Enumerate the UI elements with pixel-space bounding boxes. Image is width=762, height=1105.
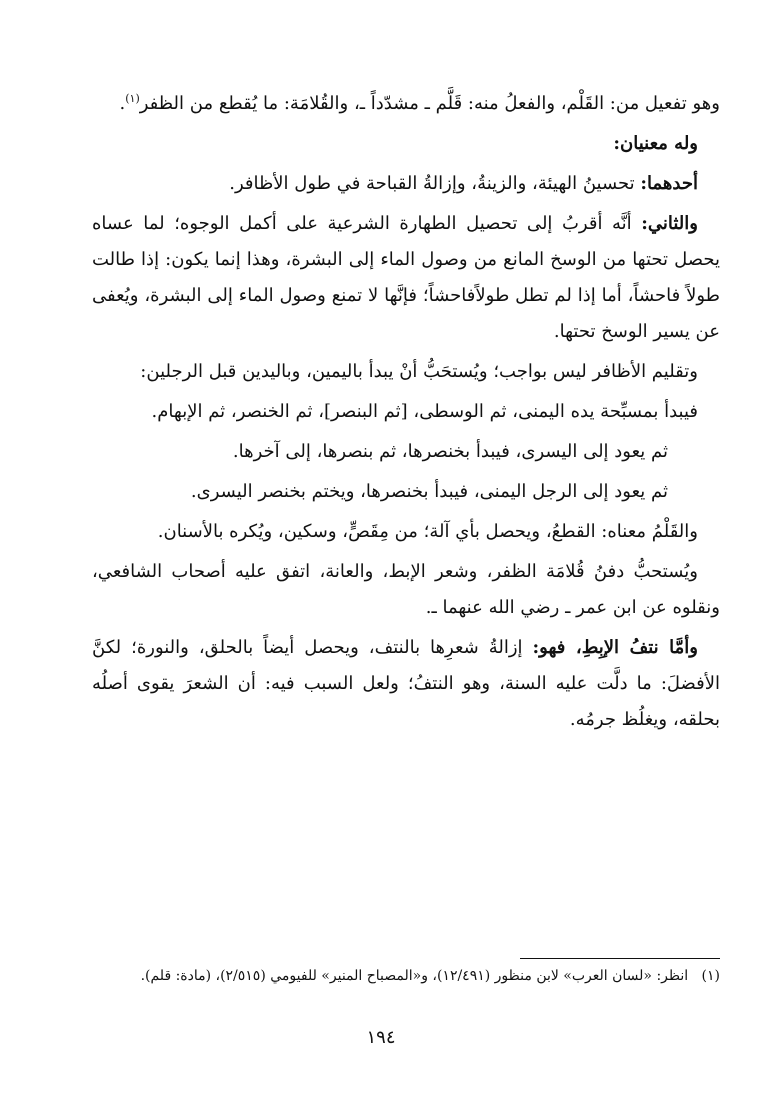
paragraph-text: تحسينُ الهيئة، والزينةُ، وإزالةُ القباحة في طول الأظافر. xyxy=(229,173,641,194)
footnote-line xyxy=(80,962,720,990)
footnote-number: (١) xyxy=(701,968,720,984)
footnote-reference: (١) xyxy=(125,92,140,105)
footnote xyxy=(80,962,720,990)
paragraph-right-hand-order: فيبدأ بمسبِّحة يده اليمنى، ثم الوسطى، [ثم البنصر]، ثم الخنصر، ثم الإبهام. xyxy=(151,401,698,422)
main-text xyxy=(92,86,720,742)
lead-term: أحدهما: xyxy=(640,173,698,194)
lead-term: والثاني: xyxy=(641,213,698,234)
paragraph-armpit xyxy=(92,630,720,738)
paragraph-definition xyxy=(92,86,720,122)
paragraph-left-hand-order: ثم يعود إلى اليسرى، فيبدأ بخنصرها، ثم بنصرها، إلى آخرها. xyxy=(232,441,668,462)
footnote-text: انظر: «لسان العرب» لابن منظور (١٢/٤٩١)، و«المصباح المنير» للفيومي (٢/٥١٥)، (مادة: قلم). xyxy=(140,968,689,984)
paragraph-end: . xyxy=(119,93,126,114)
footnote-separator xyxy=(520,958,720,959)
paragraph-meaning-of-qalm: والقَلْمُ معناه: القطعُ، ويحصل بأي آلة؛ من مِقَصٍّ، وسكين، ويُكره بالأسنان. xyxy=(157,521,698,542)
page-number: ١٩٤ xyxy=(366,1027,396,1048)
paragraph-text: وهو تفعيل من: القَلْم، والفعلُ منه: قَلَّم ـ مشدّداً ـ، والقُلامَة: ما يُقطع من الظفر xyxy=(139,93,720,114)
paragraph-text: أنَّه أقربُ إلى تحصيل الطهارة الشرعية على أكمل الوجوه؛ لما عساه يحصل تحتها من الوسخ المانع من وصول الماء إلى البشرة، وهذا إنما يكون: إذا طالت طولاً فاحشاً، أما إذا لم تطل طولاًفاحشاً؛ فإنَّها لا تمنع وصول الماء إلى البشرة، ويُعفى عن يسير الوسخ تحتها. xyxy=(92,213,720,342)
paragraph-first-meaning xyxy=(92,166,720,202)
lead-term: وأمَّا نتفُ الإبِطِ، فهو: xyxy=(532,637,698,658)
heading-meanings: وله معنيان: xyxy=(613,133,698,154)
paragraph-trimming-rule: وتقليم الأظافر ليس بواجب؛ ويُستحَبُّ أنْ يبدأ باليمين، وباليدين قبل الرجلين: xyxy=(140,361,698,382)
paragraph-feet-order: ثم يعود إلى الرجل اليمنى، فيبدأ بخنصرها، ويختم بخنصر اليسرى. xyxy=(190,481,668,502)
paragraph-burial: ويُستحبُّ دفنُ قُلامَة الظفر، وشعر الإبط، والعانة، اتفق عليه أصحاب الشافعي، ونقلوه عن ابن عمر ـ رضي الله عنهما ـ. xyxy=(92,561,720,618)
paragraph-second-meaning xyxy=(92,206,720,350)
paragraph-text: إزالةُ شعرِها بالنتف، ويحصل أيضاً بالحلق، والنورة؛ لكنَّ الأفضلَ: ما دلَّت عليه السنة، وهو النتفُ؛ ولعل السبب فيه: أن الشعرَ يقوى أصلُه بحلقه، ويغلُظ جرمُه. xyxy=(92,637,720,730)
